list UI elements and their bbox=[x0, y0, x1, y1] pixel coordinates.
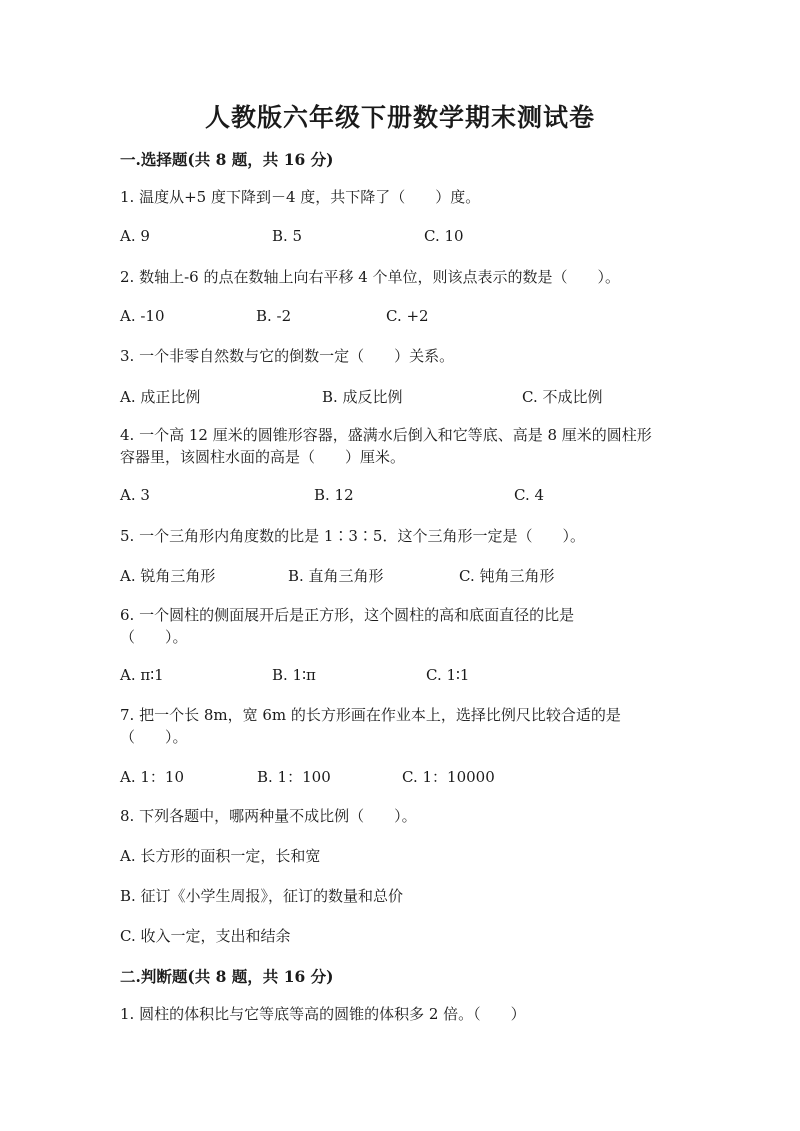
question-4-option-a: A. 3 bbox=[120, 486, 150, 504]
section-heading-choice: 一.选择题(共 8 题，共 16 分) bbox=[120, 150, 334, 169]
question-5-option-a: A. 锐角三角形 bbox=[120, 567, 216, 585]
question-5-option-c: C. 钝角三角形 bbox=[459, 567, 555, 585]
question-3-option-b: B. 成反比例 bbox=[322, 388, 403, 406]
question-2-option-c: C. +2 bbox=[386, 307, 429, 325]
question-2-option-a: A. -10 bbox=[120, 307, 165, 325]
question-7-option-b: B. 1：100 bbox=[257, 768, 331, 786]
question-6-line-2: （ ）。 bbox=[120, 628, 188, 646]
question-3-option-a: A. 成正比例 bbox=[120, 388, 201, 406]
question-1-option-b: B. 5 bbox=[272, 227, 303, 245]
question-1-option-a: A. 9 bbox=[120, 227, 150, 245]
question-6-option-a: A. π∶1 bbox=[120, 666, 164, 684]
question-8-option-a: A. 长方形的面积一定，长和宽 bbox=[120, 847, 321, 865]
question-7-line-2: （ ）。 bbox=[120, 728, 188, 746]
question-6-line-1: 6. 一个圆柱的侧面展开后是正方形，这个圆柱的高和底面直径的比是 bbox=[120, 606, 575, 624]
question-8-option-b: B. 征订《小学生周报》，征订的数量和总价 bbox=[120, 887, 404, 905]
question-2-option-b: B. -2 bbox=[256, 307, 292, 325]
question-1: 1. 温度从+5 度下降到－4 度，共下降了（ ）度。 bbox=[120, 188, 481, 206]
question-4-option-c: C. 4 bbox=[514, 486, 545, 504]
judgment-1: 1. 圆柱的体积比与它等底等高的圆锥的体积多 2 倍。（ ） bbox=[120, 1005, 526, 1023]
question-4-line-1: 4. 一个高 12 厘米的圆锥形容器，盛满水后倒入和它等底、高是 8 厘米的圆柱形 bbox=[120, 426, 652, 444]
question-7-line-1: 7. 把一个长 8m，宽 6m 的长方形画在作业本上，选择比例尺比较合适的是 bbox=[120, 706, 621, 724]
question-5: 5. 一个三角形内角度数的比是 1∶3∶5．这个三角形一定是（ ）。 bbox=[120, 527, 585, 545]
question-7-option-a: A. 1：10 bbox=[120, 768, 184, 786]
question-4-option-b: B. 12 bbox=[314, 486, 354, 504]
question-8-option-c: C. 收入一定，支出和结余 bbox=[120, 927, 291, 945]
question-2: 2. 数轴上-6 的点在数轴上向右平移 4 个单位，则该点表示的数是（ ）。 bbox=[120, 268, 621, 286]
question-6-option-b: B. 1∶π bbox=[272, 666, 316, 684]
question-7-option-c: C. 1：10000 bbox=[402, 768, 495, 786]
page-title: 人教版六年级下册数学期末测试卷 bbox=[204, 103, 595, 132]
question-3-option-c: C. 不成比例 bbox=[522, 388, 603, 406]
question-1-option-c: C. 10 bbox=[424, 227, 464, 245]
question-8: 8. 下列各题中，哪两种量不成比例（ ）。 bbox=[120, 807, 417, 825]
question-5-option-b: B. 直角三角形 bbox=[288, 567, 384, 585]
question-4-line-2: 容器里，该圆柱水面的高是（ ）厘米。 bbox=[120, 448, 406, 466]
question-3: 3. 一个非零自然数与它的倒数一定（ ）关系。 bbox=[120, 347, 455, 365]
section-heading-judgment: 二.判断题(共 8 题，共 16 分) bbox=[120, 967, 334, 986]
question-6-option-c: C. 1∶1 bbox=[426, 666, 470, 684]
